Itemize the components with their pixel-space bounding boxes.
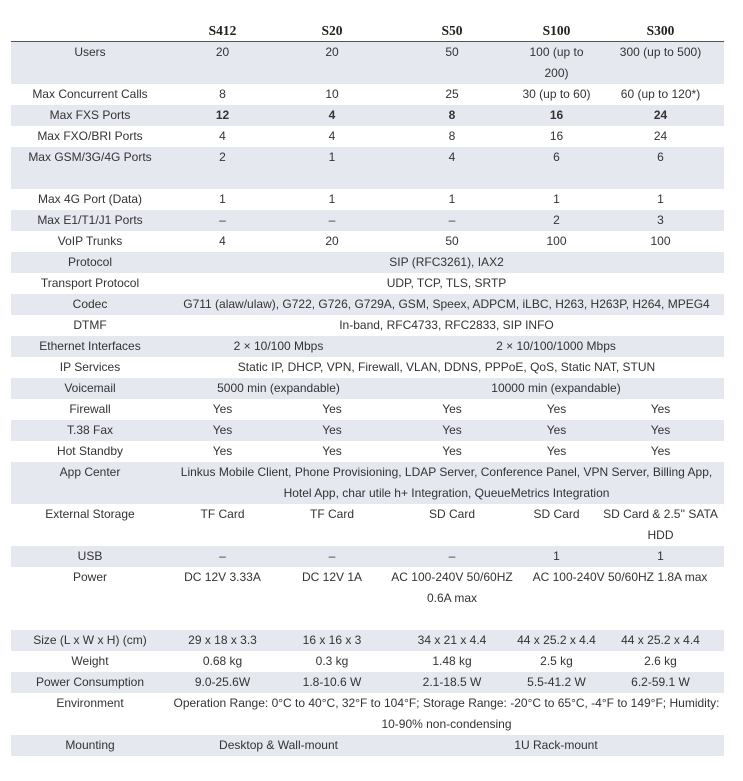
cell-value: 20 <box>325 234 339 248</box>
cell-value: Yes <box>650 402 671 416</box>
cell-value: 300 (up to 500) <box>597 42 724 85</box>
row-label: Transport Protocol <box>40 276 140 290</box>
row-label: Ethernet Interfaces <box>11 336 169 357</box>
table-row <box>11 441 724 462</box>
cell-value: 1 <box>448 192 456 206</box>
row-label: Hot Standby <box>56 444 124 458</box>
cell-value: 24 <box>653 129 668 143</box>
header-s300: S300 <box>597 21 724 42</box>
table-row <box>11 147 724 189</box>
cell-value: – <box>169 546 276 567</box>
cell-value: 6 <box>516 147 597 189</box>
cell-value: 9.0-25.6W <box>169 672 276 693</box>
cell-value: 0.68 kg <box>202 654 243 668</box>
table-row <box>11 567 724 630</box>
cell-value: – <box>276 210 388 231</box>
cell-value: – <box>276 546 388 567</box>
cell-value: Yes <box>388 420 516 441</box>
cell-value: – <box>388 546 516 567</box>
table-row <box>11 693 724 735</box>
cell-value: 25 <box>445 87 459 101</box>
row-label: Users <box>11 42 169 85</box>
cell-value: 2 <box>516 210 597 231</box>
cell-value: 8 <box>448 129 456 143</box>
cell-value: – <box>169 210 276 231</box>
table-row <box>11 420 724 441</box>
cell-value: 1.8-10.6 W <box>276 672 388 693</box>
cell-value: TF Card <box>309 507 354 521</box>
header-s20: S20 <box>276 21 388 42</box>
cell-value: Yes <box>322 402 342 416</box>
header-s50: S50 <box>388 21 516 42</box>
cell-value: AC 100-240V 50/60HZ 1.8A max <box>532 570 708 584</box>
row-label: Mounting <box>11 735 169 756</box>
table-row <box>11 357 724 378</box>
row-label: Max E1/T1/J1 Ports <box>11 210 169 231</box>
table-row <box>11 504 724 546</box>
cell-value: – <box>388 210 516 231</box>
cell-value: 4 <box>328 129 336 143</box>
table-row <box>11 630 724 651</box>
cell-value: Yes <box>546 402 567 416</box>
cell-value: Linkus Mobile Client, Phone Provisioning, LDAP Server, Conference Panel, VPN Server, Billing App, Hotel App, char utile h+ Integration, QueueMetrics Integration <box>169 462 724 504</box>
row-label: Max GSM/3G/4G Ports <box>11 147 169 189</box>
row-label: Max 4G Port (Data) <box>37 192 143 206</box>
cell-value: 4 <box>219 234 226 248</box>
cell-value: 1 <box>276 147 388 189</box>
row-label: Size (L x W x H) (cm) <box>11 630 169 651</box>
table-row <box>11 294 724 315</box>
cell-value: 1 <box>328 192 336 206</box>
cell-value: 24 <box>597 105 724 126</box>
table-row <box>11 42 724 85</box>
cell-value: 1.48 kg <box>432 654 472 668</box>
cell-value: 2 × 10/100 Mbps <box>169 336 388 357</box>
cell-value: G711 (alaw/ulaw), G722, G726, G729A, GSM, Speex, ADPCM, iLBC, H263, H263P, H264, MPEG4 <box>169 294 724 315</box>
cell-value: 44 x 25.2 x 4.4 <box>597 630 724 651</box>
cell-value: SD Card <box>428 507 475 521</box>
cell-value: 100 <box>546 234 567 248</box>
row-label: App Center <box>11 462 169 504</box>
cell-value: 6 <box>597 147 724 189</box>
table-row <box>11 252 724 273</box>
row-label: Max FXS Ports <box>11 105 169 126</box>
cell-value: 2 <box>169 147 276 189</box>
row-label: IP Services <box>59 360 121 374</box>
table-row <box>11 126 724 147</box>
cell-value: SIP (RFC3261), IAX2 <box>169 252 724 273</box>
row-label: Max FXO/BRI Ports <box>37 129 143 143</box>
cell-value: 8 <box>219 87 226 101</box>
cell-value: TF Card <box>200 507 245 521</box>
cell-value: Desktop & Wall-mount <box>169 735 388 756</box>
cell-value: Yes <box>442 402 462 416</box>
cell-value: 50 <box>388 42 516 85</box>
cell-value: 100 <box>650 234 671 248</box>
table-row <box>11 315 724 336</box>
cell-value: 16 x 16 x 3 <box>276 630 388 651</box>
cell-value: 20 <box>169 42 276 85</box>
cell-value: 30 (up to 60) <box>522 87 591 101</box>
cell-value: 0.3 kg <box>315 654 349 668</box>
header-s412: S412 <box>169 21 276 42</box>
cell-value: 16 <box>516 105 597 126</box>
row-label: Protocol <box>11 252 169 273</box>
cell-value: DC 12V 1A <box>301 570 363 584</box>
row-label: Environment <box>56 696 124 710</box>
cell-value: Yes <box>546 444 567 458</box>
cell-value: 4 <box>388 147 516 189</box>
cell-value: Yes <box>650 444 671 458</box>
table-row <box>11 105 724 126</box>
cell-value: 1U Rack-mount <box>388 735 724 756</box>
cell-value: Operation Range: 0°C to 40°C, 32°F to 104°F; Storage Range: -20°C to 65°C, -4°F to 149°F; Humidity: 10-90% non-condensing <box>173 696 720 731</box>
header-label <box>11 21 169 42</box>
cell-value: 1 <box>597 546 724 567</box>
cell-value: 5000 min (expandable) <box>169 378 388 399</box>
cell-value: 20 <box>276 42 388 85</box>
row-label: Weight <box>71 654 109 668</box>
cell-value: UDP, TCP, TLS, SRTP <box>386 276 507 290</box>
cell-value: 1 <box>516 546 597 567</box>
cell-value: Yes <box>322 444 342 458</box>
cell-value: In-band, RFC4733, RFC2833, SIP INFO <box>339 318 554 332</box>
row-label: Codec <box>11 294 169 315</box>
cell-value: SD Card & 2.5'' SATA HDD <box>603 507 718 542</box>
cell-value: 5.5-41.2 W <box>516 672 597 693</box>
cell-value: 10000 min (expandable) <box>388 378 724 399</box>
table-row <box>11 231 724 252</box>
cell-value: 1 <box>553 192 560 206</box>
cell-value: 2.5 kg <box>540 654 573 668</box>
table-row <box>11 189 724 210</box>
cell-value: 12 <box>169 105 276 126</box>
row-label: Power <box>72 570 107 584</box>
table-row <box>11 735 724 756</box>
cell-value: 60 (up to 120*) <box>620 87 701 101</box>
cell-value: 29 x 18 x 3.3 <box>169 630 276 651</box>
cell-value: Yes <box>212 402 233 416</box>
cell-value: Yes <box>597 420 724 441</box>
table-row <box>11 378 724 399</box>
table-row <box>11 210 724 231</box>
row-label: Voicemail <box>11 378 169 399</box>
cell-value: Yes <box>516 420 597 441</box>
row-label: DTMF <box>73 318 107 332</box>
row-label: Firewall <box>69 402 111 416</box>
cell-value: 2.6 kg <box>644 654 677 668</box>
table-row <box>11 462 724 504</box>
cell-value: 100 (up to 200) <box>516 42 597 85</box>
cell-value: 2.1-18.5 W <box>388 672 516 693</box>
cell-value: Yes <box>442 444 462 458</box>
cell-value: Static IP, DHCP, VPN, Firewall, VLAN, DDNS, PPPoE, QoS, Static NAT, STUN <box>237 360 656 374</box>
row-label: Power Consumption <box>11 672 169 693</box>
table-row <box>11 546 724 567</box>
cell-value: Yes <box>212 444 233 458</box>
row-label: Max Concurrent Calls <box>32 87 148 101</box>
spec-comparison-table <box>11 21 724 756</box>
table-row <box>11 672 724 693</box>
cell-value: 16 <box>549 129 564 143</box>
table-row <box>11 651 724 672</box>
cell-value: 4 <box>219 129 226 143</box>
cell-value: 44 x 25.2 x 4.4 <box>516 630 597 651</box>
cell-value: AC 100-240V 50/60HZ 0.6A max <box>391 570 513 605</box>
table-row <box>11 336 724 357</box>
cell-value: DC 12V 3.33A <box>184 570 261 584</box>
row-label: External Storage <box>45 507 135 521</box>
table-row <box>11 399 724 420</box>
cell-value: 34 x 21 x 4.4 <box>388 630 516 651</box>
cell-value: 2 × 10/100/1000 Mbps <box>388 336 724 357</box>
cell-value: SD Card <box>533 507 580 521</box>
cell-value: 8 <box>388 105 516 126</box>
cell-value: 3 <box>597 210 724 231</box>
cell-value: 50 <box>445 234 459 248</box>
row-label: VoIP Trunks <box>57 234 123 248</box>
header-row <box>11 21 724 42</box>
cell-value: 1 <box>657 192 664 206</box>
table-row <box>11 273 724 294</box>
cell-value: 10 <box>325 87 339 101</box>
row-label: T.38 Fax <box>11 420 169 441</box>
cell-value: 4 <box>276 105 388 126</box>
cell-value: Yes <box>169 420 276 441</box>
cell-value: Yes <box>276 420 388 441</box>
cell-value: 1 <box>219 192 226 206</box>
cell-value: 6.2-59.1 W <box>597 672 724 693</box>
row-label: USB <box>11 546 169 567</box>
header-s100: S100 <box>516 21 597 42</box>
table-row <box>11 84 724 105</box>
